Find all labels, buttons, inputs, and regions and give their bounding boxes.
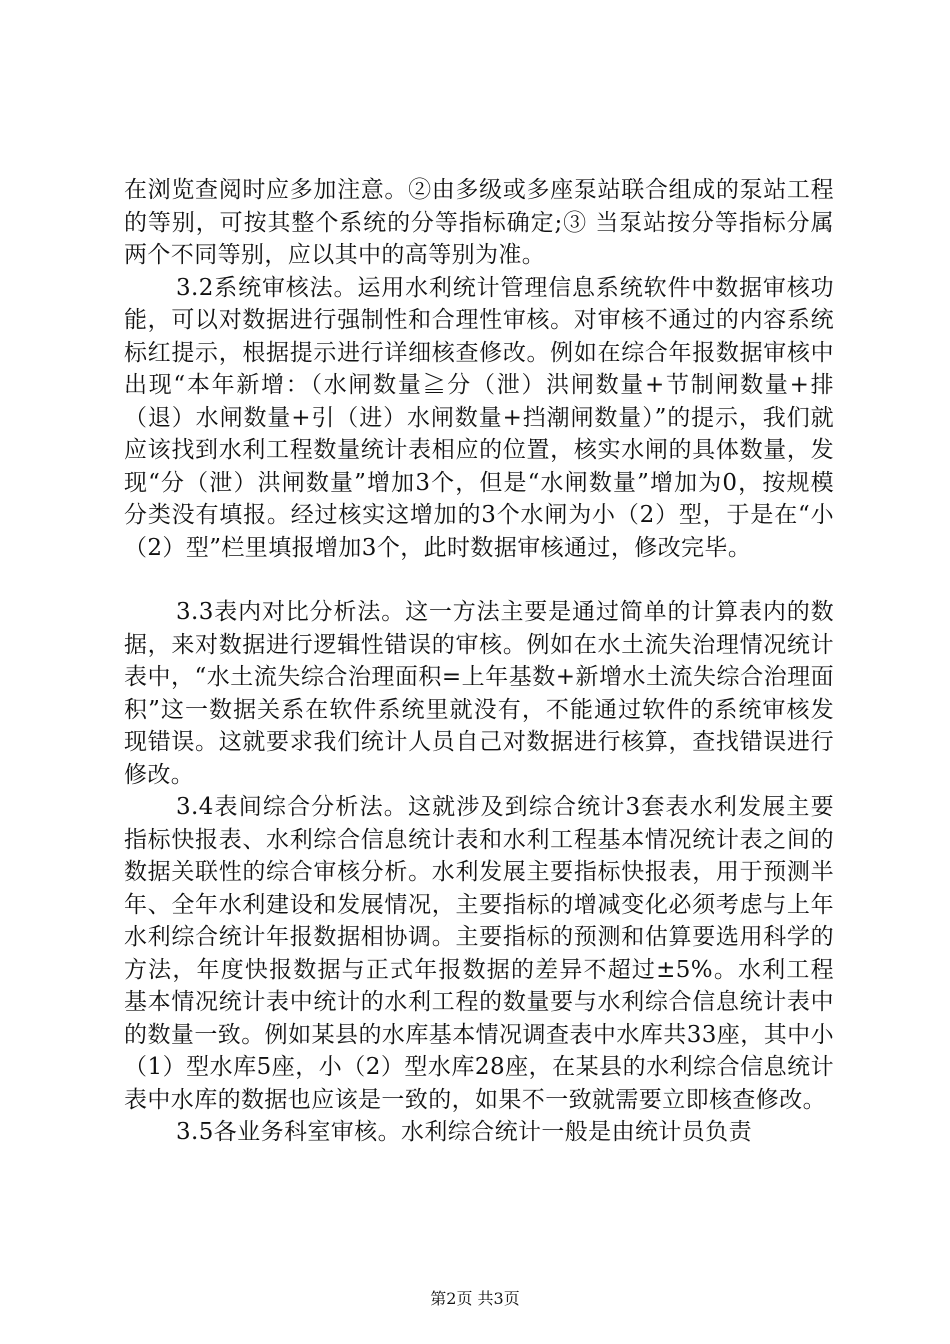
paragraph-in-table-comparison: 3.3表内对比分析法。这一方法主要是通过简单的计算表内的数据，来对数据进行逻辑性错误的审核。例如在水土流失治理情况统计表中，“水土流失综合治理面积=上年基数+新增水土流失综合治理面积”这一数据关系在软件系统里就没有，不能通过软件的系统审核发现错误。这就要求我们统计人员自己对数据进行核算，查找错误进行修改。 xyxy=(124,599,834,788)
paragraph-system-audit-method: 3.2系统审核法。运用水利统计管理信息系统软件中数据审核功能，可以对数据进行强制性和合理性审核。对审核不通过的内容系统标红提示，根据提示进行详细核查修改。例如在综合年报数据审核中出现“本年新增：（水闸数量≧分（泄）洪闸数量+节制闸数量+排（退）水闸数量+引（进）水闸数量+挡潮闸数量）”的提示，我们就应该找到水利工程数量统计表相应的位置，核实水闸的具体数量，发现“分（泄）洪闸数量”增加3个，但是“水闸数量”增加为0，按规模分类没有填报。经过核实这增加的3个水闸为小（2）型，于是在“小（2）型”栏里填报增加3个，此时数据审核通过，修改完毕。 xyxy=(124,274,834,561)
paragraph-pump-station-grading: 在浏览查阅时应多加注意。②由多级或多座泵站联合组成的泵站工程的等别，可按其整个系统的分等指标确定;③ 当泵站按分等指标分属两个不同等别，应以其中的高等别为准。 xyxy=(124,177,834,268)
paragraph-cross-table-analysis: 3.4表间综合分析法。这就涉及到综合统计3套表水利发展主要指标快报表、水利综合信息统计表和水利工程基本情况统计表之间的数据关联性的综合审核分析。水利发展主要指标快报表，用于预测半年、全年水利建设和发展情况，主要指标的增减变化必须考虑与上年水利综合统计年报数据相协调。主要指标的预测和估算要选用科学的方法，年度快报数据与正式年报数据的差异不超过±5%。水利工程基本情况统计表中统计的水利工程的数量要与水利综合信息统计表中的数量一致。例如某县的水库基本情况调查表中水库共33座，其中小（1）型水库5座，小（2）型水库28座，在某县的水利综合信息统计表中水库的数据也应该是一致的，如果不一致就需要立即核查修改。 xyxy=(124,794,834,1113)
page-footer: 第2页 共3页 xyxy=(430,1289,520,1308)
paragraph-department-review: 3.5各业务科室审核。水利综合统计一般是由统计员负责 xyxy=(176,1119,752,1145)
document-body xyxy=(124,174,834,1149)
paragraph-spacer xyxy=(124,564,834,596)
